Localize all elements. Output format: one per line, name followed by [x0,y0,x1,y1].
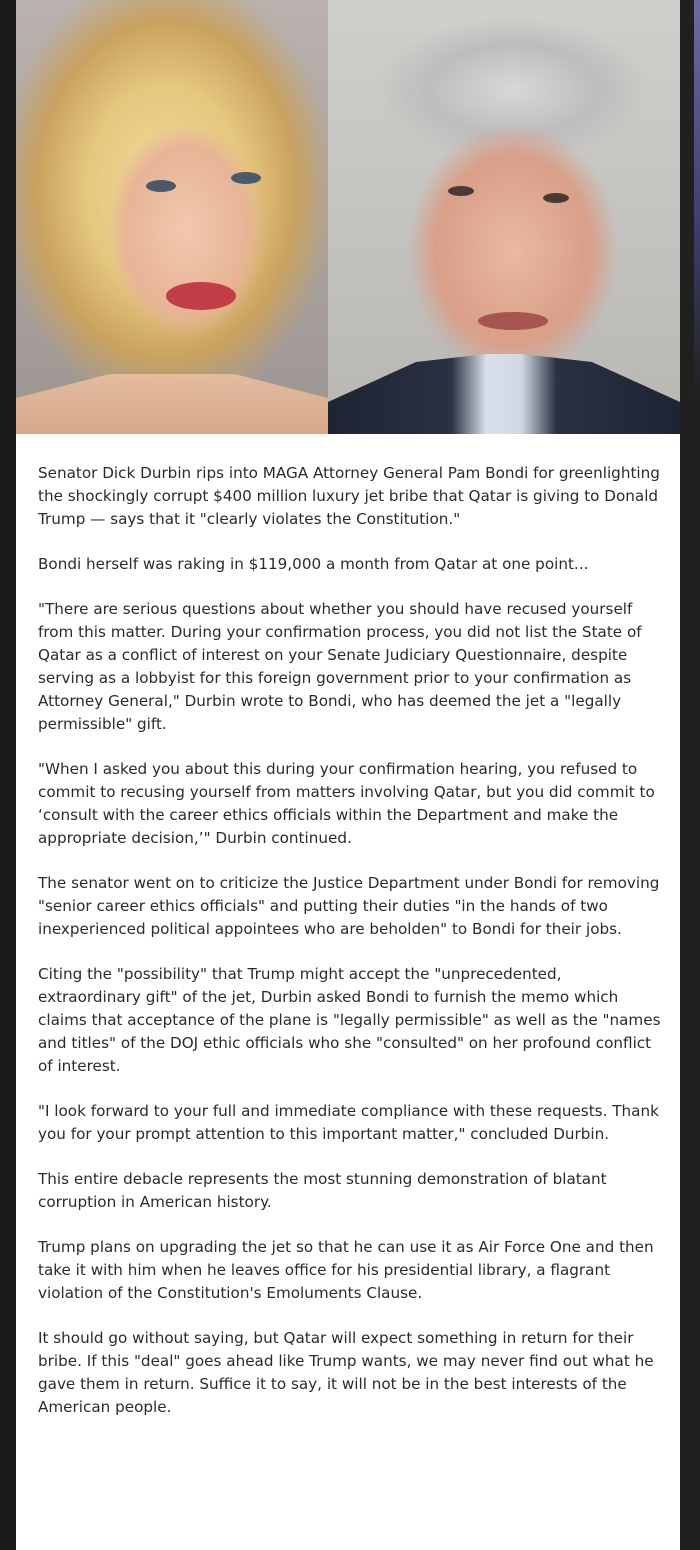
article-paragraph: This entire debacle represents the most stunning demonstration of blatant corruption in American history. [38,1170,607,1211]
article-paragraph: Senator Dick Durbin rips into MAGA Attorney General Pam Bondi for greenlighting the shockingly corrupt $400 million luxury jet bribe that Qatar is giving to Donald Trump — says that it "clearly violates the Constitution." [38,464,660,528]
post-card [16,0,680,1550]
right-edge-strip [680,0,700,1550]
right-portrait-eye [543,193,569,203]
article-paragraph: "When I asked you about this during your confirmation hearing, you refused to commit to recusing yourself from matters involving Qatar, but you did commit to ‘consult with the career ethics officials within the Department and make the appropriate decision,’" Durbin continued. [38,760,655,847]
header-photo-collage [16,0,680,434]
article-paragraph: Bondi herself was raking in $119,000 a month from Qatar at one point... [38,555,589,573]
article-paragraph: It should go without saying, but Qatar will expect something in return for their bribe. If this "deal" goes ahead like Trump wants, we may never find out what he gave them in return. Suffice it to say, it will not be in the best interests of the American people. [38,1329,654,1416]
right-portrait-photo [328,0,680,434]
left-portrait-shoulder [16,374,328,434]
left-portrait-eye [146,180,176,192]
article-body [38,462,668,1441]
right-portrait-eye [448,186,474,196]
article-paragraph: The senator went on to criticize the Justice Department under Bondi for removing "senior career ethics officials" and putting their duties "in the hands of two inexperienced political appointees who are beholden" to Bondi for their jobs. [38,874,660,938]
right-portrait-suit [328,354,680,434]
left-portrait-photo [16,0,328,434]
article-paragraph: Trump plans on upgrading the jet so that he can use it as Air Force One and then take it with him when he leaves office for his presidential library, a flagrant violation of the Constitution's Emoluments Clause. [38,1238,654,1302]
right-portrait-mouth [478,312,548,330]
article-paragraph: "I look forward to your full and immediate compliance with these requests. Thank you for your prompt attention to this important matter," concluded Durbin. [38,1102,659,1143]
left-portrait-mouth [166,282,236,310]
left-portrait-eye [231,172,261,184]
right-edge-accent [694,0,700,400]
article-paragraph: "There are serious questions about whether you should have recused yourself from this matter. During your confirmation process, you did not list the State of Qatar as a conflict of interest on your Senate Judiciary Questionnaire, despite serving as a lobbyist for this foreign government prior to your confirmation as Attorney General," Durbin wrote to Bondi, who has deemed the jet a "legally permissible" gift. [38,600,642,733]
article-paragraph: Citing the "possibility" that Trump might accept the "unprecedented, extraordinary gift" of the jet, Durbin asked Bondi to furnish the memo which claims that acceptance of the plane is "legally permissible" as well as the "names and titles" of the DOJ ethic officials who she "consulted" on her profound conflict of interest. [38,965,661,1075]
